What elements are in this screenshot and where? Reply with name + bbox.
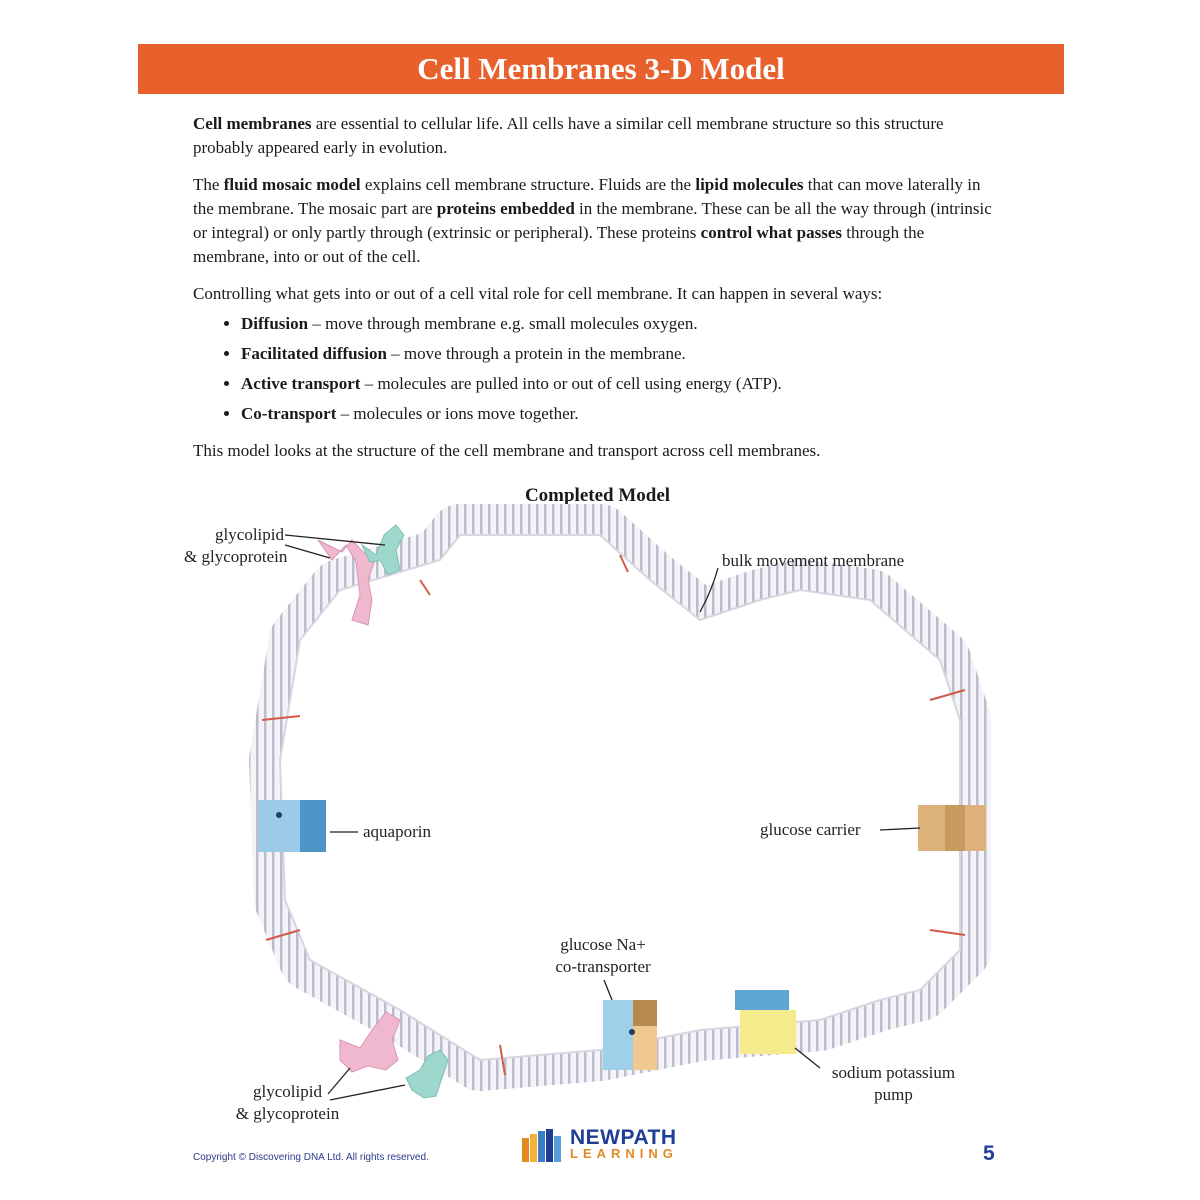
label-line: pump xyxy=(874,1085,913,1104)
label-bulk-movement: bulk movement membrane xyxy=(722,551,905,570)
glucose-carrier-block xyxy=(918,805,986,851)
model-title: Completed Model xyxy=(524,485,671,506)
paragraph-text: that can move laterally in the membrane. The mosaic part are xyxy=(193,175,981,218)
page-title: Cell Membranes 3-D Model xyxy=(417,51,785,86)
paragraph-3: Controlling what gets into or out of a cell vital role for cell membrane. It can happen in several ways: xyxy=(193,284,883,303)
cotransporter-block xyxy=(603,1000,657,1070)
aquaporin-block xyxy=(258,800,326,852)
label-line: sodium potassium xyxy=(831,1063,956,1082)
membrane-inner-edge xyxy=(280,535,960,1060)
label-sodium-potassium-pump xyxy=(816,1062,971,1106)
label-glyco-top xyxy=(200,524,284,546)
paragraph-text: through the membrane, into or out of the cell. xyxy=(193,223,925,266)
logo-word-learning: LEARNING xyxy=(570,1146,678,1161)
list-text: – molecules are pulled into or out of cell using energy (ATP). xyxy=(360,374,782,393)
logo-word-newpath: NEWPATH xyxy=(570,1126,677,1149)
bold-term: fluid mosaic model xyxy=(223,175,361,194)
label-glyco-top-2: & glycoprotein xyxy=(184,547,288,566)
logo-text xyxy=(570,1126,678,1162)
bold-term: Facilitated diffusion xyxy=(241,344,387,363)
bold-term: proteins embedded xyxy=(436,199,575,218)
label-line: glycolipid xyxy=(215,525,284,544)
label-line: glucose Na+ xyxy=(560,935,646,954)
newpath-logo xyxy=(520,1128,678,1164)
paragraph-text: The xyxy=(193,175,224,194)
books-logo-icon xyxy=(520,1128,564,1164)
label-aquaporin: aquaporin xyxy=(363,822,431,841)
label-line: glycolipid xyxy=(253,1082,322,1101)
page-number: 5 xyxy=(983,1142,995,1165)
label-glucose-carrier: glucose carrier xyxy=(760,820,861,839)
bold-term: control what passes xyxy=(700,223,843,242)
sodium-potassium-pump-block xyxy=(735,990,796,1054)
bold-term: Diffusion xyxy=(241,314,309,333)
paragraph-text: in the membrane. These can be all the way through (intrinsic or integral) or only partly through (extrinsic or peripheral). These proteins xyxy=(193,199,992,242)
label-cotransporter xyxy=(538,934,668,978)
list-text: – move through membrane e.g. small molecules oxygen. xyxy=(308,314,698,333)
copyright-text: Copyright © Discovering DNA Ltd. All rights reserved. xyxy=(193,1152,429,1163)
label-glyco-bottom xyxy=(225,1081,350,1125)
list-text: – move through a protein in the membrane. xyxy=(386,344,686,363)
paragraph-text: explains cell membrane structure. Fluids are the xyxy=(360,175,696,194)
label-line: & glycoprotein xyxy=(235,1104,340,1123)
label-line: co-transporter xyxy=(555,957,651,976)
paragraph-4: This model looks at the structure of the cell membrane and transport across cell membranes. xyxy=(193,441,821,460)
bold-term: lipid molecules xyxy=(695,175,804,194)
bold-term: Cell membranes xyxy=(193,114,312,133)
bold-term: Active transport xyxy=(241,374,361,393)
paragraph-text: are essential to cellular life. All cells have a similar cell membrane structure so this structure probably appeared early in evolution. xyxy=(193,114,944,157)
list-text: – molecules or ions move together. xyxy=(336,404,579,423)
bold-term: Co-transport xyxy=(241,404,337,423)
